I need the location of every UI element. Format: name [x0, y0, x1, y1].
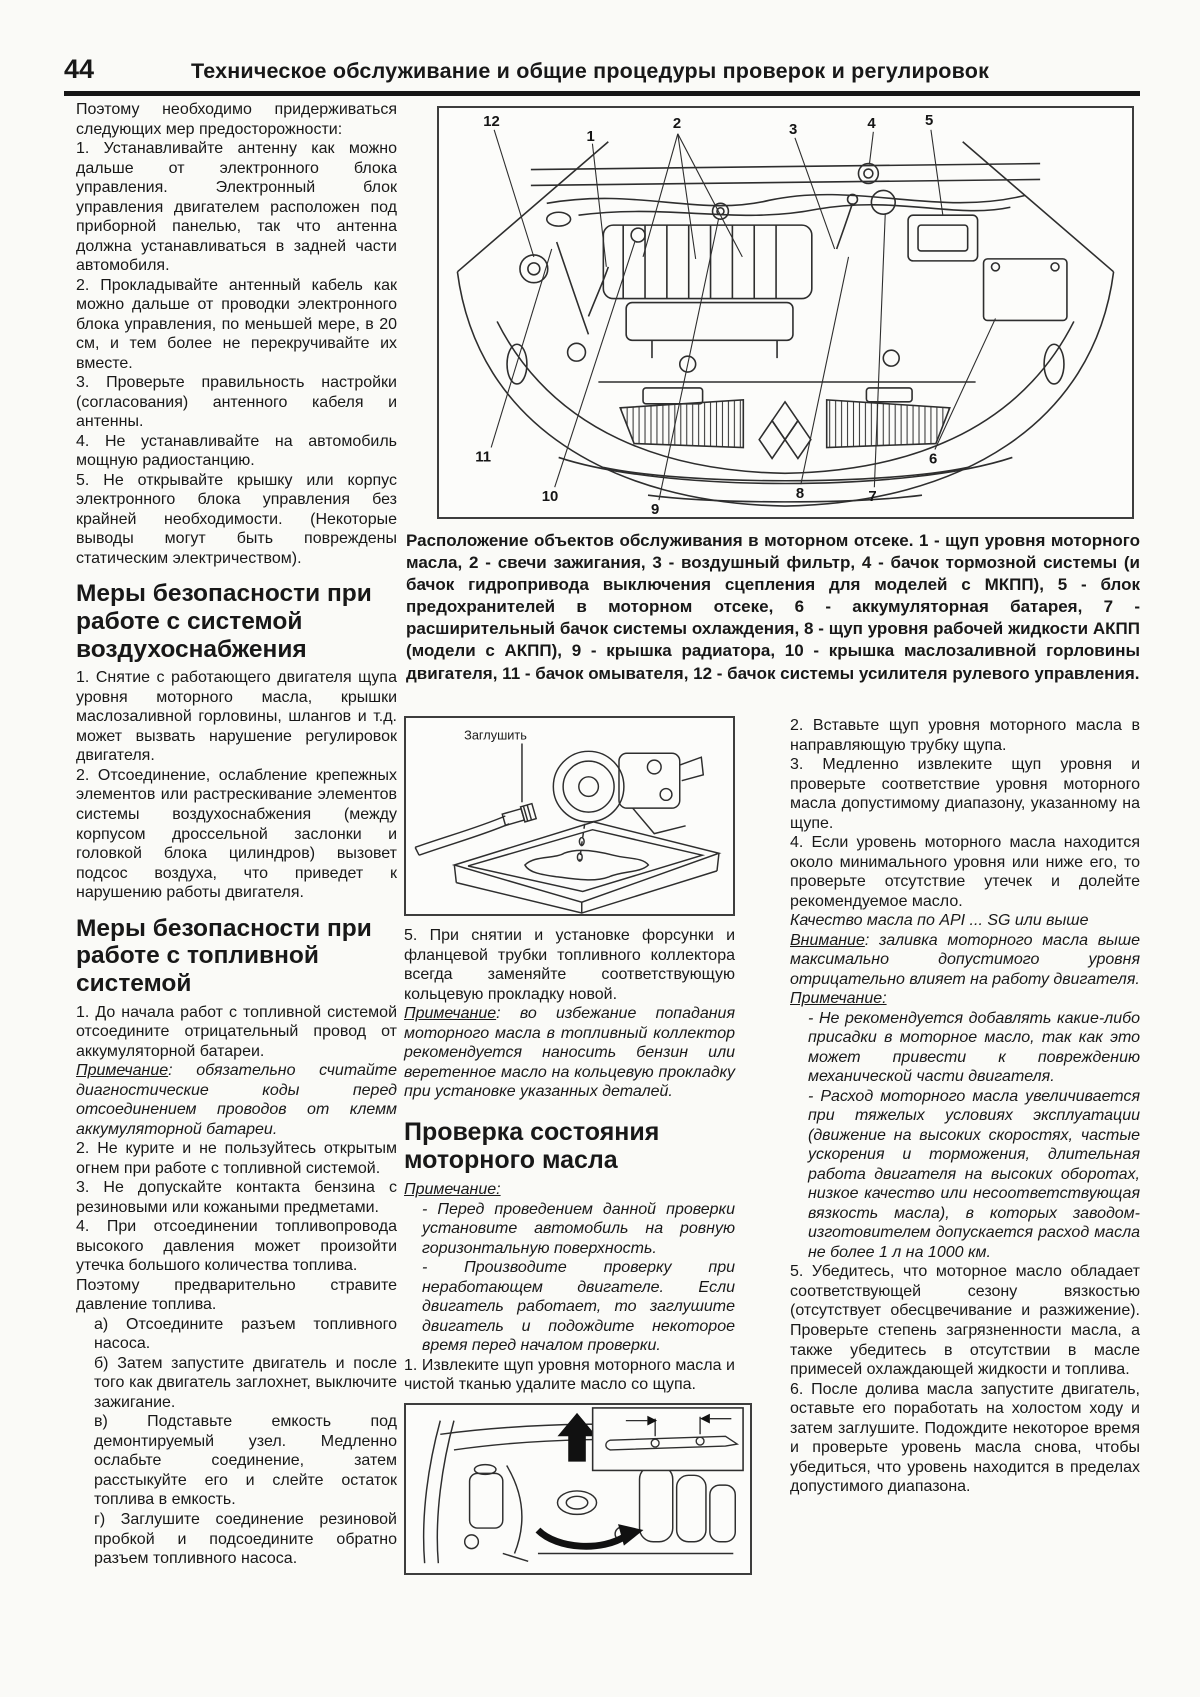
callout-label: 7 [868, 489, 877, 506]
oil-check-item-1: 1. Извлеките щуп уровня моторного масла и чистой тканью удалите масло со щупа. [404, 1356, 735, 1394]
oil-check-note-2: - Производите проверку при неработающем двигателе. Если двигатель работает, то заглушите двигатель и подождите некоторое время перед началом проверки. [422, 1259, 735, 1355]
middle-column [404, 716, 735, 1575]
fuel-substep-v: в) Подставьте емкость под демонтируемый узел. Медленно ослабьте соединение, затем расстыкуйте его и слейте остаток топлива в емкость. [94, 1413, 397, 1509]
fuel-system-item-4: 4. При отсоединении топливопровода высокого давления может произойти утечка большого количества топлива. [76, 1218, 397, 1275]
antenna-item-5: 5. Не открывайте крышку или корпус электронного блока управления без крайней необходимости. (Некоторые выводы могут быть повреждены статическим электричеством). [76, 471, 397, 567]
fuel-substep-b: б) Затем запустите двигатель и после того как двигатель заглохнет, выключите зажигание. [94, 1354, 397, 1411]
fuel-system-item-2: 2. Не курите и не пользуйтесь открытым огнем при работе с топливной системой. [76, 1140, 397, 1177]
injector-item-5: 5. При снятии и установке форсунки и фланцевой трубки топливного коллектора всегда заменяйте соответствующую кольцевую прокладку новой. [404, 927, 735, 1003]
fuel-system-item-1: 1. До начала работ с топливной системой отсоедините отрицательный провод от аккумуляторной батареи. [76, 1003, 397, 1060]
up-arrow-icon [557, 1413, 596, 1462]
fuel-system-note [76, 1061, 397, 1139]
callout-label: 4 [867, 115, 876, 132]
diagram-caption: Расположение объектов обслуживания в моторном отсеке. 1 - щуп уровня моторного масла, 2 - свечи зажигания, 3 - воздушный фильтр, 4 - бачок тормозной системы (и бачок гидропривода выключения сцепления для моделей с МКПП), 5 - блок предохранителей в моторном отсеке, 6 - аккумуляторная батарея, 7 - расширительный бачок системы охлаждения, 8 - щуп уровня рабочей жидкости АКПП (модели с АКПП), 9 - крышка радиатора, 10 - крышка маслозаливной горловины двигателя, 11 - бачок омывателя, 12 - бачок системы усилителя рулевого управления. [406, 531, 1140, 683]
right-column [790, 716, 1140, 1497]
note-lead: Примечание: [404, 1181, 501, 1199]
engine-bay-drawing [439, 108, 1132, 517]
oil-note-1: - Не рекомендуется добавлять какие-либо присадки в моторное масло, так как это может привести к повреждению механической части двигателя. [808, 1009, 1140, 1086]
fuel-substep-g: г) Заглушите соединение резиновой пробкой и подсоедините обратно разъем топливного насоса. [94, 1511, 397, 1568]
oil-check-item-6: 6. После долива масла запустите двигатель, оставьте его поработать на холостом ходу и затем заглушите. Подождите некоторое время и проверьте уровень масла снова, чтобы убедиться, что уровень находится в пределах допустимого диапазона. [790, 1380, 1140, 1496]
callout-label: 5 [924, 112, 934, 129]
callout-label: 1 [586, 128, 595, 145]
air-system-item-2: 2. Отсоединение, ослабление крепежных элементов или растрескивание элементов системы воздухоснабжения (между корпусом дроссельной заслонки и головкой блока цилиндров) вызовет подсос воздуха, что приведет к нарушению работы двигателя. [76, 766, 397, 902]
attention-note [790, 931, 1140, 990]
attention-lead: Внимание [790, 931, 865, 949]
dipstick-illustration [404, 1403, 752, 1575]
diagram-callouts [475, 113, 937, 517]
oil-check-item-5: 5. Убедитесь, что моторное масло обладает соответствующей сезону вязкостью (отсутствует обесцвечивание и разжижение). Проверьте степень загрязненности масла, а также убедитесь в отсутствии в масле примесей охлаждающей жидкости и топлива. [790, 1263, 1140, 1379]
oil-check-heading: Проверка состояния моторного масла [404, 1117, 660, 1174]
injector-note [404, 1004, 735, 1102]
callout-label: 2 [672, 115, 682, 132]
fuel-system-heading: Меры безопасности при работе с топливной системой [76, 914, 372, 997]
rotate-arrow-icon [538, 1530, 626, 1546]
intro-paragraph: Поэтому необходимо придерживаться следующих мер предосторожности: [76, 101, 397, 138]
antenna-item-2: 2. Прокладывайте антенный кабель как можно дальше от проводки электронного блока управления, по меньшей мере, в 20 см, и тем более не перекручивайте их вместе. [76, 276, 397, 372]
page-number: 44 [64, 54, 95, 84]
callout-label: 11 [475, 449, 492, 466]
plug-label: Заглушить [464, 727, 527, 743]
note-lead: Примечание [76, 1062, 169, 1080]
callout-label: 10 [541, 489, 559, 506]
air-system-heading: Меры безопасности при работе с системой воздухоснабжения [76, 580, 372, 663]
note-text: : обязательно считайте диагностические коды перед отсоединением проводов от клемм аккумуляторной батареи. [76, 1062, 397, 1138]
oil-spec-line: Качество масла по API ... SG или выше [790, 912, 1089, 930]
dipstick-drawing [406, 1405, 750, 1573]
note-lead: Примечание: [790, 990, 887, 1008]
fuel-drain-drawing [406, 718, 733, 914]
callout-label: 6 [928, 451, 938, 468]
fuel-system-item-3: 3. Не допускайте контакта бензина с резиновыми или кожаными предметами. [76, 1179, 397, 1216]
oil-note-lead [790, 989, 1140, 1009]
page-title: Техническое обслуживание и общие процедуры проверок и регулировок [190, 59, 990, 83]
oil-check-note-1: - Перед проведением данной проверки установите автомобиль на ровную горизонтальную поверхность. [422, 1200, 735, 1257]
fuel-drain-illustration [404, 716, 735, 916]
antenna-item-4: 4. Не устанавливайте на автомобиль мощную радиостанцию. [76, 432, 397, 470]
engine-bay-diagram [437, 106, 1134, 519]
antenna-item-1: 1. Устанавливайте антенну как можно дальше от электронного блока управления. Электронный блок управления двигателем расположен под приборной панелью, так что антенна должна устанавливаться в задней части автомобиля. [76, 140, 397, 275]
left-column [76, 100, 397, 1569]
oil-check-note-lead [404, 1180, 735, 1200]
callout-label: 12 [483, 113, 500, 130]
mitsubishi-logo-icon [759, 402, 811, 459]
air-system-item-1: 1. Снятие с работающего двигателя щупа уровня моторного масла, крышки маслозаливной горловины, шлангов и т.д. может вызвать нарушение регулировок двигателя. [76, 669, 397, 765]
attention-text: : заливка моторного масла выше максимально допустимого уровня отрицательно влияет на работу двигателя. [790, 931, 1140, 988]
oil-note-2: - Расход моторного масла увеличивается при тяжелых условиях эксплуатации (движение на высоких скоростях, частые ускорения и торможения, длительная работа двигателя на высоких оборотах, низкое качество или несоответствующая вязкость масла), в которых заводом-изготовителем допускается расход масла не более 1 л на 1000 км. [808, 1087, 1140, 1261]
antenna-item-3: 3. Проверьте правильность настройки (согласования) антенного кабеля и антенны. [76, 374, 397, 431]
oil-check-item-2: 2. Вставьте щуп уровня моторного масла в направляющую трубку щупа. [790, 717, 1140, 754]
page-header [64, 54, 1140, 96]
callout-label: 3 [788, 121, 798, 138]
callout-label: 9 [650, 502, 660, 517]
fuel-substep-a: а) Отсоедините разъем топливного насоса. [94, 1315, 397, 1353]
note-lead: Примечание [404, 1005, 497, 1023]
dipstick-inset [593, 1408, 743, 1471]
fuel-pressure-paragraph: Поэтому предварительно стравите давление топлива. [76, 1276, 397, 1314]
oil-check-item-3: 3. Медленно извлеките щуп уровня и проверьте соответствие уровня моторного масла допустимому диапазону, указанному на щупе. [790, 756, 1140, 832]
callout-label: 8 [795, 486, 805, 503]
oil-puddle [525, 850, 648, 880]
oil-check-item-4: 4. Если уровень моторного масла находится около минимального уровня или ниже его, то проверьте отсутствие утечек и долейте рекомендуемое масло. [790, 834, 1140, 910]
note-text: : во избежание попадания моторного масла в топливный коллектор рекомендуется наносить бензин или веретенное масло на кольцевую прокладку при установке указанных деталей. [404, 1005, 735, 1101]
